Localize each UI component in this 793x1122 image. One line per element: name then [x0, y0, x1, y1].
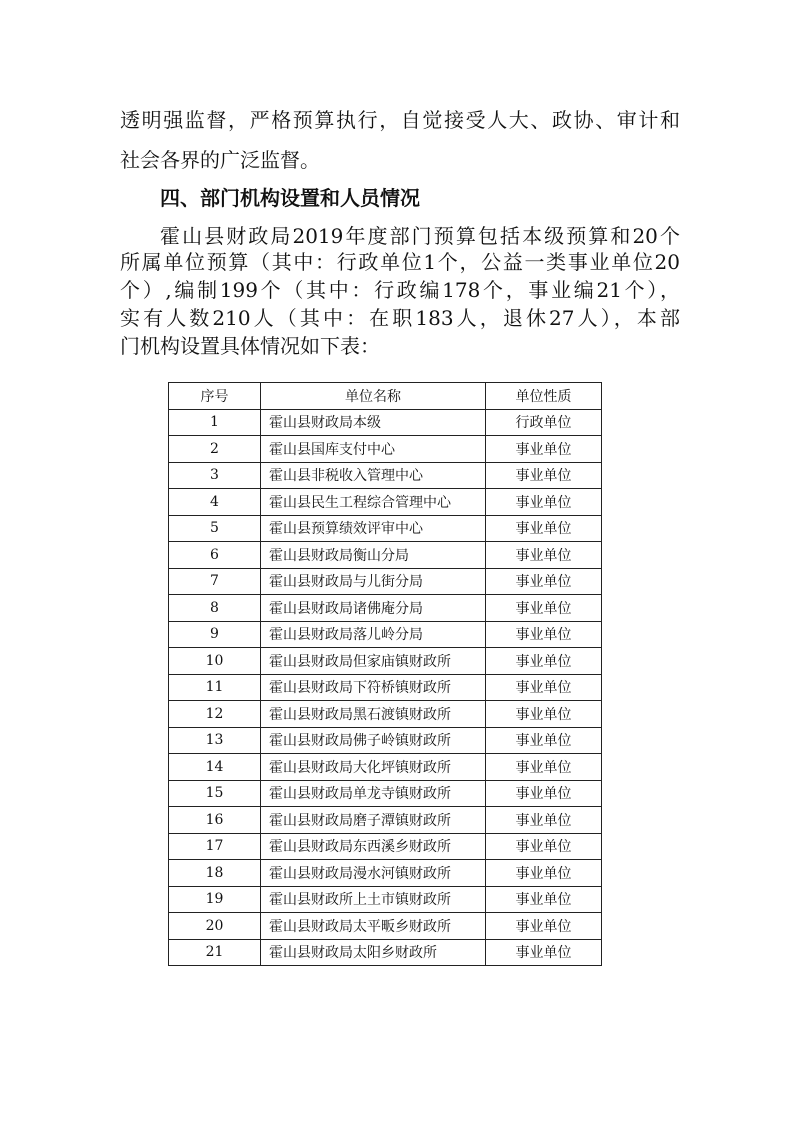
row-unit-name: 霍山县财政局本级	[261, 409, 486, 436]
row-unit-nature: 事业单位	[486, 860, 602, 887]
row-unit-name: 霍山县财政局单龙寺镇财政所	[261, 780, 486, 807]
unit-table	[168, 382, 602, 966]
row-unit-nature: 事业单位	[486, 701, 602, 728]
row-index: 2	[169, 436, 261, 463]
row-index: 7	[169, 568, 261, 595]
row-unit-nature: 事业单位	[486, 515, 602, 542]
row-unit-name: 霍山县财政局佛子岭镇财政所	[261, 727, 486, 754]
row-index: 6	[169, 542, 261, 569]
row-unit-nature: 事业单位	[486, 595, 602, 622]
row-index: 8	[169, 595, 261, 622]
row-unit-name: 霍山县国库支付中心	[261, 436, 486, 463]
paragraph-line: 个）,编制199个（其中：行政编178个，事业编21个），	[120, 278, 680, 302]
row-unit-nature: 事业单位	[486, 568, 602, 595]
paragraph-line: 霍山县财政局2019年度部门预算包括本级预算和20个	[160, 224, 680, 248]
paragraph-line: 门机构设置具体情况如下表：	[120, 334, 380, 358]
row-unit-nature: 事业单位	[486, 807, 602, 834]
table-row	[169, 939, 602, 966]
table-row	[169, 462, 602, 489]
row-unit-nature: 行政单位	[486, 409, 602, 436]
table-row	[169, 595, 602, 622]
table-row	[169, 807, 602, 834]
table-row	[169, 754, 602, 781]
row-unit-nature: 事业单位	[486, 780, 602, 807]
table-row	[169, 780, 602, 807]
row-unit-nature: 事业单位	[486, 886, 602, 913]
table-row	[169, 542, 602, 569]
row-unit-name: 霍山县财政局但家庙镇财政所	[261, 648, 486, 675]
row-unit-nature: 事业单位	[486, 436, 602, 463]
row-index: 19	[169, 886, 261, 913]
row-unit-nature: 事业单位	[486, 674, 602, 701]
row-unit-nature: 事业单位	[486, 648, 602, 675]
table-row	[169, 621, 602, 648]
row-index: 9	[169, 621, 261, 648]
table-row	[169, 913, 602, 940]
table-row	[169, 727, 602, 754]
paragraph-line: 社会各界的广泛监督。	[120, 148, 320, 172]
row-index: 17	[169, 833, 261, 860]
row-index: 11	[169, 674, 261, 701]
header-unit-nature: 单位性质	[486, 383, 602, 410]
row-index: 15	[169, 780, 261, 807]
row-index: 18	[169, 860, 261, 887]
table-row	[169, 409, 602, 436]
row-index: 1	[169, 409, 261, 436]
table-row	[169, 515, 602, 542]
row-unit-name: 霍山县财政局太阳乡财政所	[261, 939, 486, 966]
row-unit-name: 霍山县财政局太平畈乡财政所	[261, 913, 486, 940]
table-row	[169, 860, 602, 887]
row-unit-nature: 事业单位	[486, 913, 602, 940]
row-unit-name: 霍山县财政局诸佛庵分局	[261, 595, 486, 622]
row-unit-name: 霍山县民生工程综合管理中心	[261, 489, 486, 516]
row-unit-name: 霍山县财政局大化坪镇财政所	[261, 754, 486, 781]
row-unit-nature: 事业单位	[486, 754, 602, 781]
row-unit-name: 霍山县财政局东西溪乡财政所	[261, 833, 486, 860]
table-row	[169, 436, 602, 463]
table-row	[169, 568, 602, 595]
row-unit-name: 霍山县财政局落儿岭分局	[261, 621, 486, 648]
row-unit-name: 霍山县财政局衡山分局	[261, 542, 486, 569]
table-row	[169, 489, 602, 516]
table-header-row	[169, 383, 602, 410]
row-index: 14	[169, 754, 261, 781]
table-row	[169, 648, 602, 675]
row-index: 4	[169, 489, 261, 516]
row-index: 12	[169, 701, 261, 728]
row-index: 13	[169, 727, 261, 754]
row-unit-nature: 事业单位	[486, 489, 602, 516]
row-unit-name: 霍山县财政局下符桥镇财政所	[261, 674, 486, 701]
header-index: 序号	[169, 383, 261, 410]
row-unit-name: 霍山县财政所上土市镇财政所	[261, 886, 486, 913]
table-row	[169, 886, 602, 913]
row-unit-nature: 事业单位	[486, 542, 602, 569]
row-index: 21	[169, 939, 261, 966]
row-index: 10	[169, 648, 261, 675]
section-heading: 四、部门机构设置和人员情况	[160, 186, 420, 210]
table-row	[169, 833, 602, 860]
row-unit-name: 霍山县非税收入管理中心	[261, 462, 486, 489]
paragraph-line: 实有人数210人（其中：在职183人，退休27人），本部	[120, 306, 680, 330]
row-index: 5	[169, 515, 261, 542]
row-unit-nature: 事业单位	[486, 621, 602, 648]
row-unit-nature: 事业单位	[486, 727, 602, 754]
row-unit-name: 霍山县预算绩效评审中心	[261, 515, 486, 542]
row-unit-nature: 事业单位	[486, 462, 602, 489]
row-unit-name: 霍山县财政局漫水河镇财政所	[261, 860, 486, 887]
header-unit-name: 单位名称	[261, 383, 486, 410]
row-unit-name: 霍山县财政局磨子潭镇财政所	[261, 807, 486, 834]
paragraph-line: 透明强监督，严格预算执行，自觉接受人大、政协、审计和	[120, 108, 680, 132]
table-row	[169, 674, 602, 701]
row-unit-name: 霍山县财政局黑石渡镇财政所	[261, 701, 486, 728]
row-index: 16	[169, 807, 261, 834]
table-row	[169, 701, 602, 728]
row-unit-nature: 事业单位	[486, 939, 602, 966]
row-unit-nature: 事业单位	[486, 833, 602, 860]
row-index: 3	[169, 462, 261, 489]
row-index: 20	[169, 913, 261, 940]
row-unit-name: 霍山县财政局与儿街分局	[261, 568, 486, 595]
paragraph-line: 所属单位预算（其中：行政单位1个，公益一类事业单位20	[120, 250, 680, 274]
